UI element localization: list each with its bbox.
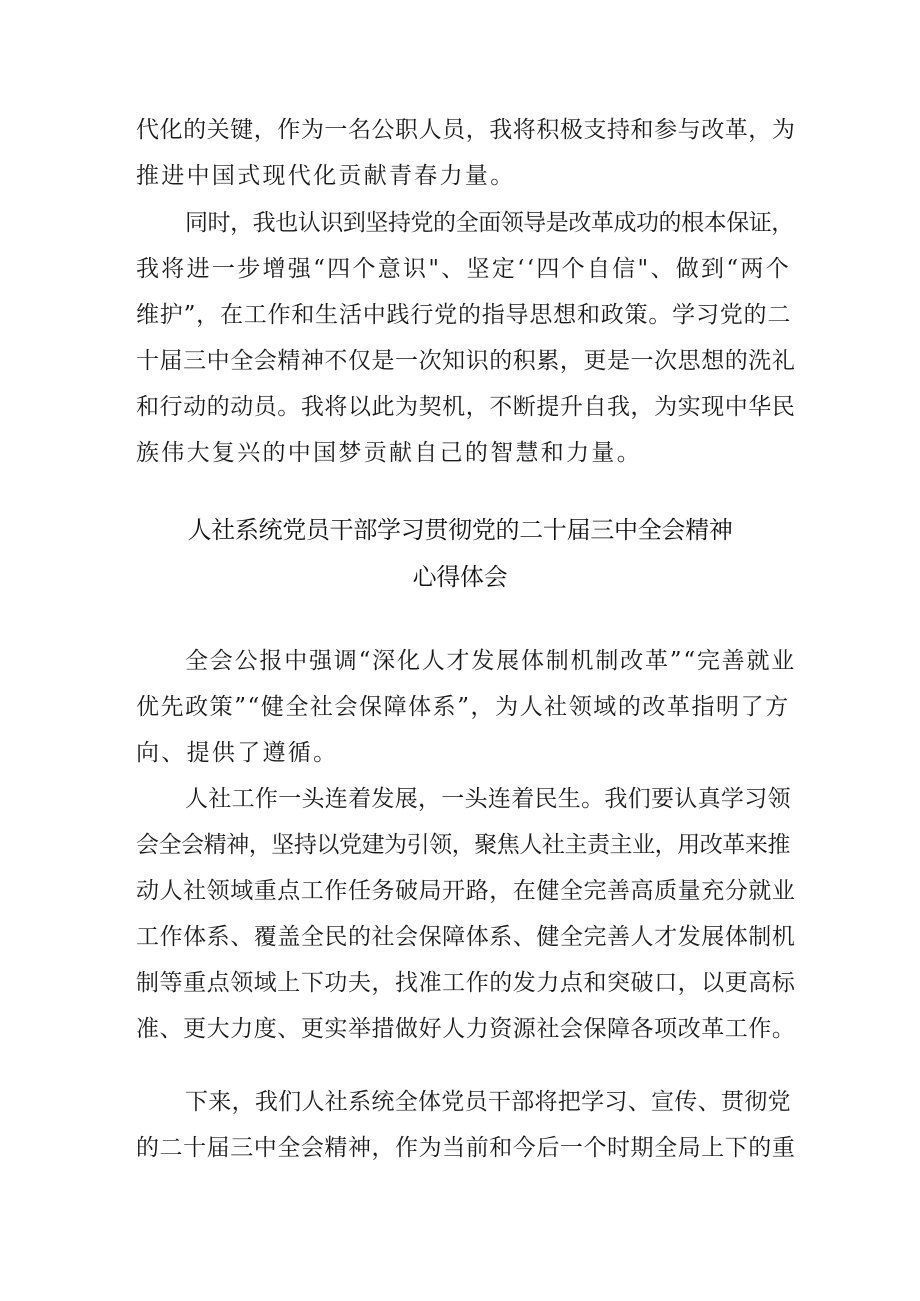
article-title-line-1: 人社系统党员干部学习贯彻党的二十届三中全会精神 [187,516,733,544]
paragraph-3-line-1: 全会公报中强调“深化人才发展体制机制改革”“完善就业 [185,648,797,674]
paragraph-5-line-1: 下来，我们人社系统全体党员干部将把学习、宣传、贯彻党 [185,1089,791,1115]
paragraph-1-line-2: 推进中国式现代化贡献青春力量。 [136,163,516,189]
paragraph-3-line-2: 优先政策”“健全社会保障体系”，为人社领域的改革指明了方 [136,694,790,720]
paragraph-2-line-6: 族伟大复兴的中国梦贡献自己的智慧和力量。 [136,440,642,466]
paragraph-1-line-1: 代化的关键，作为一名公职人员，我将积极支持和参与改革，为 [136,117,796,143]
paragraph-5-line-2: 的二十届三中全会精神，作为当前和今后一个时期全局上下的重 [136,1135,796,1161]
paragraph-4-line-3: 动人社领域重点工作任务破局开路，在健全完善高质量充分就业 [136,878,796,904]
paragraph-2-line-2: 我将进一步增强“四个意识"、坚定‘‘四个自信"、做到“两个 [136,256,791,282]
paragraph-4-line-1: 人社工作一头连着发展，一头连着民生。我们要认真学习领 [185,786,791,812]
paragraph-2-line-5: 和行动的动员。我将以此为契机，不断提升自我，为实现中华民 [136,394,796,420]
paragraph-2-line-4: 十届三中全会精神不仅是一次知识的积累，更是一次思想的洗礼 [136,348,796,374]
article-title-line-2: 心得体会 [412,563,508,591]
paragraph-4-line-4: 工作体系、覆盖全民的社会保障体系、健全完善人才发展体制机 [136,924,796,950]
paragraph-4-line-5: 制等重点领域上下功夫，找准工作的发力点和突破口，以更高标 [136,970,796,996]
paragraph-4-line-2: 会全会精神，坚持以党建为引领，聚焦人社主责主业，用改革来推 [136,832,790,858]
paragraph-4-line-6: 准、更大力度、更实举措做好人力资源社会保障各项改革工作。 [136,1016,796,1042]
paragraph-3-line-3: 向、提供了遵循。 [136,740,339,766]
paragraph-2-line-1: 同时，我也认识到坚持党的全面领导是改革成功的根本保证， [185,210,794,236]
paragraph-2-line-3: 维护”，在工作和生活中践行党的指导思想和政策。学习党的二 [136,302,792,328]
